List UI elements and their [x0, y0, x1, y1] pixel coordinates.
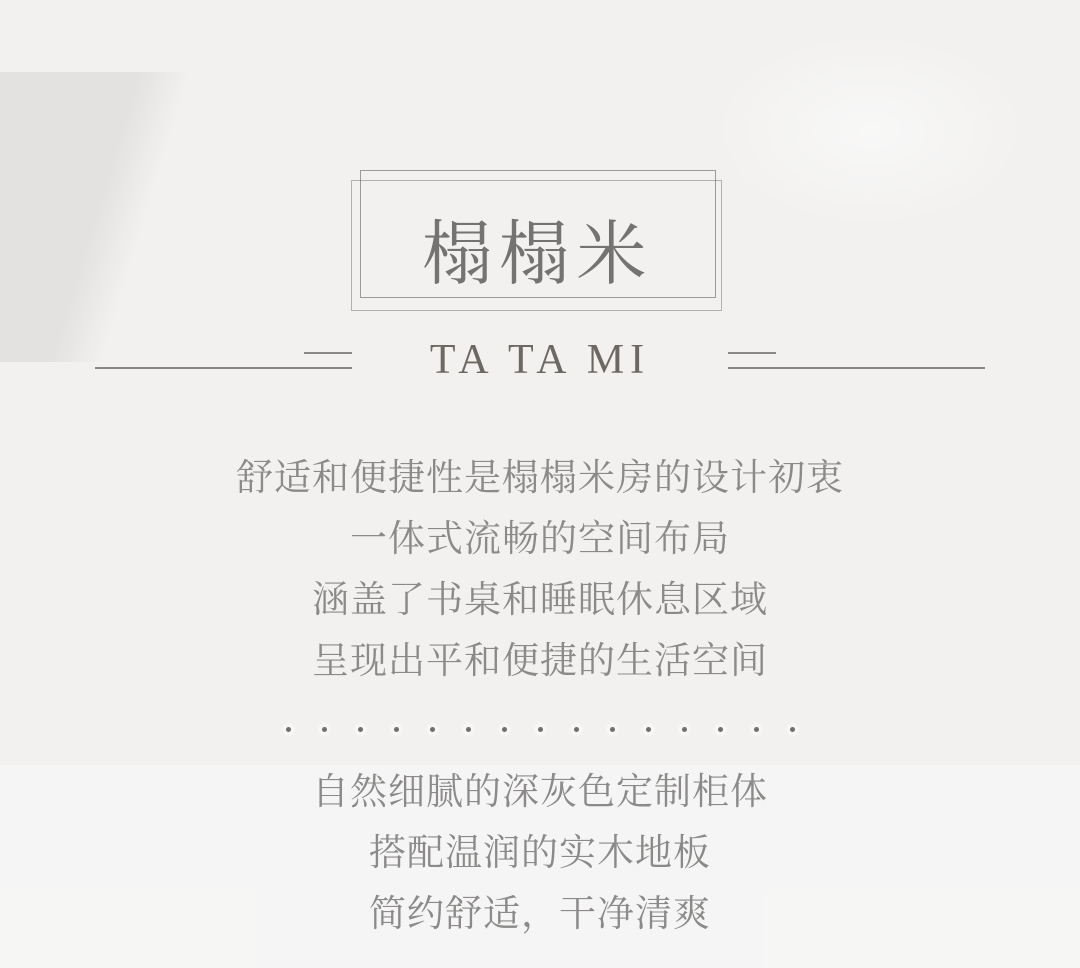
- dot: [286, 727, 291, 732]
- main-title: 榻榻米: [422, 216, 654, 294]
- paragraph-1-line-2: 一体式流畅的空间布局: [350, 519, 730, 560]
- dot: [574, 727, 579, 732]
- paragraph-1-line-3: 涵盖了书桌和睡眠休息区域: [312, 580, 768, 621]
- dot: [502, 727, 507, 732]
- paragraph-2-line-1: 自然细腻的深灰色定制柜体: [312, 772, 768, 813]
- divider-rule-right-short: [728, 352, 776, 354]
- dot: [538, 727, 543, 732]
- paragraph-2: [0, 762, 1080, 945]
- title-frame-front: [360, 170, 716, 298]
- paragraph-2-line-2: 搭配温润的实木地板: [369, 833, 711, 874]
- dot: [682, 727, 687, 732]
- dot: [322, 727, 327, 732]
- subtitle-latin: TA TA MI: [429, 337, 651, 383]
- dot: [790, 727, 795, 732]
- paragraph-1: [0, 448, 1080, 692]
- dot: [394, 727, 399, 732]
- dot: [610, 727, 615, 732]
- paragraph-1-line-1: 舒适和便捷性是榻榻米房的设计初衷: [236, 458, 844, 499]
- background-shade-top-left: [0, 72, 240, 362]
- background-shade-top-right: [660, 0, 1080, 260]
- paragraph-2-line-3: 简约舒适，干净清爽: [369, 894, 711, 935]
- dot: [358, 727, 363, 732]
- dot: [430, 727, 435, 732]
- divider-rule-right-long: [728, 367, 985, 369]
- dots-divider: [0, 727, 1080, 732]
- dot: [718, 727, 723, 732]
- paragraph-1-line-4: 呈现出平和便捷的生活空间: [312, 641, 768, 682]
- dot: [646, 727, 651, 732]
- dot: [466, 727, 471, 732]
- dot: [754, 727, 759, 732]
